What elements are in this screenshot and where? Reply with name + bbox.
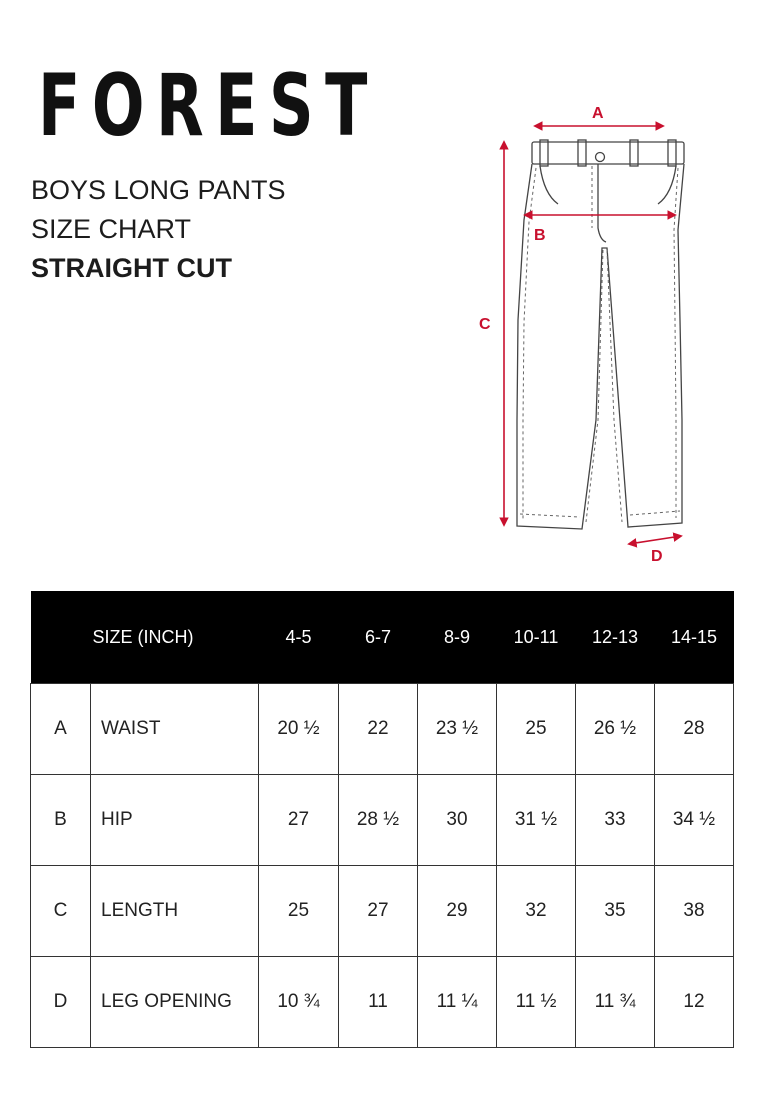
row-code: C bbox=[31, 866, 91, 957]
table-cell: 27 bbox=[339, 866, 418, 957]
table-cell: 20 ½ bbox=[259, 684, 339, 775]
header-size-label: SIZE (INCH) bbox=[31, 591, 259, 684]
row-code: A bbox=[31, 684, 91, 775]
table-row bbox=[31, 684, 734, 775]
row-label: WAIST bbox=[91, 684, 259, 775]
header-size: 14-15 bbox=[655, 591, 734, 684]
table-cell: 38 bbox=[655, 866, 734, 957]
row-label: HIP bbox=[91, 775, 259, 866]
table-cell: 26 ½ bbox=[576, 684, 655, 775]
table-cell: 33 bbox=[576, 775, 655, 866]
table-cell: 34 ½ bbox=[655, 775, 734, 866]
table-cell: 12 bbox=[655, 957, 734, 1048]
table-cell: 29 bbox=[418, 866, 497, 957]
arrow-d bbox=[629, 536, 681, 544]
marker-b: B bbox=[534, 227, 546, 244]
header-size: 8-9 bbox=[418, 591, 497, 684]
row-code: D bbox=[31, 957, 91, 1048]
row-label: LENGTH bbox=[91, 866, 259, 957]
size-chart-table bbox=[30, 591, 734, 1048]
table-cell: 11 bbox=[339, 957, 418, 1048]
table-cell: 10 ¾ bbox=[259, 957, 339, 1048]
table-cell: 25 bbox=[497, 684, 576, 775]
marker-c: C bbox=[479, 316, 491, 333]
table-cell: 11 ½ bbox=[497, 957, 576, 1048]
table-cell: 27 bbox=[259, 775, 339, 866]
row-code: B bbox=[31, 775, 91, 866]
table-cell: 31 ½ bbox=[497, 775, 576, 866]
table-cell: 30 bbox=[418, 775, 497, 866]
header-size: 12-13 bbox=[576, 591, 655, 684]
table-cell: 22 bbox=[339, 684, 418, 775]
header-size: 4-5 bbox=[259, 591, 339, 684]
table-cell: 28 ½ bbox=[339, 775, 418, 866]
table-cell: 11 ¼ bbox=[418, 957, 497, 1048]
pants-stitching bbox=[520, 166, 680, 522]
row-label: LEG OPENING bbox=[91, 957, 259, 1048]
table-cell: 32 bbox=[497, 866, 576, 957]
pants-diagram bbox=[460, 90, 750, 570]
header-size: 10-11 bbox=[497, 591, 576, 684]
subtitle-line-1: BOYS LONG PANTS bbox=[31, 175, 286, 205]
dimension-arrows bbox=[504, 126, 681, 544]
table-header-row bbox=[31, 591, 734, 684]
table-row bbox=[31, 957, 734, 1048]
table-cell: 25 bbox=[259, 866, 339, 957]
table-cell: 35 bbox=[576, 866, 655, 957]
header-size: 6-7 bbox=[339, 591, 418, 684]
brand-logo: FOREST bbox=[38, 56, 379, 156]
subtitle-line-2: SIZE CHART bbox=[31, 214, 192, 244]
table-row bbox=[31, 775, 734, 866]
marker-a: A bbox=[592, 105, 604, 122]
table-cell: 28 bbox=[655, 684, 734, 775]
table-cell: 11 ¾ bbox=[576, 957, 655, 1048]
marker-d: D bbox=[651, 548, 663, 565]
table-row bbox=[31, 866, 734, 957]
table-cell: 23 ½ bbox=[418, 684, 497, 775]
subtitle-line-3: STRAIGHT CUT bbox=[31, 253, 232, 283]
